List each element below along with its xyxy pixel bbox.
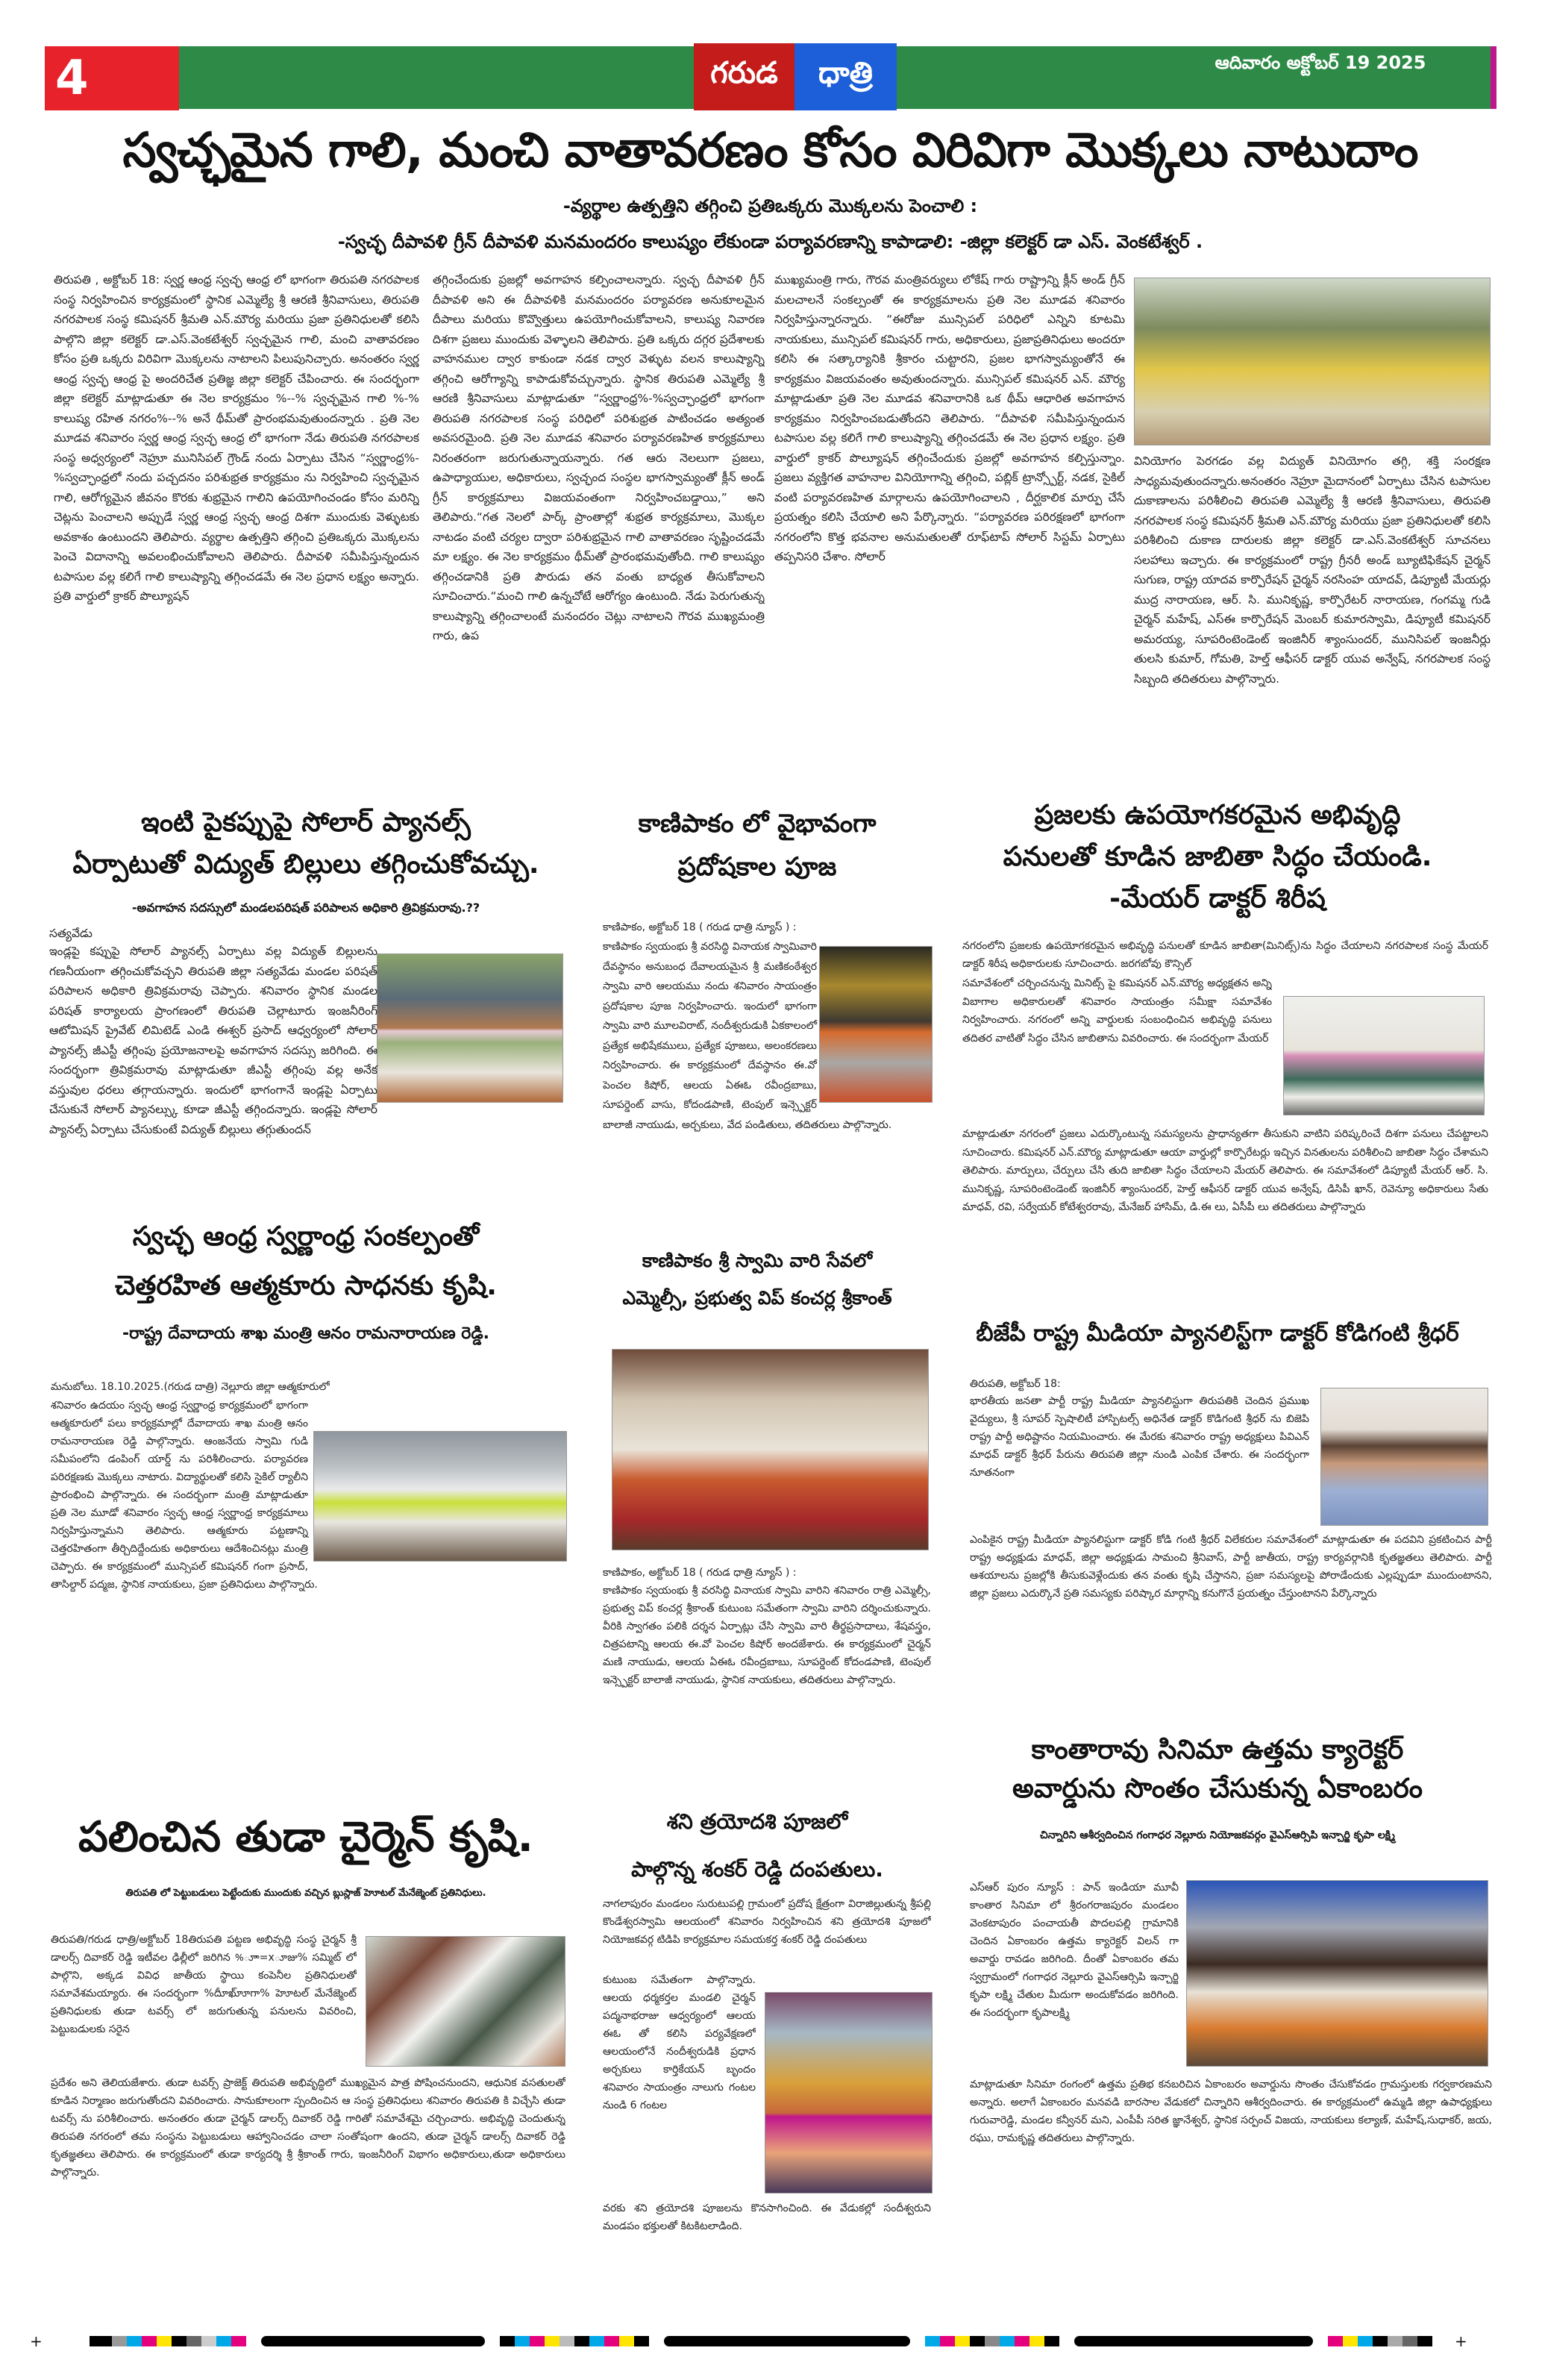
bjp-body: ఎంపికైన రాష్ట్ర మీడియా ప్యానలిస్టుగా డాక్టర్ కోడి గంటి శ్రీధర్ విలేకరుల సమావేశంలో మాట్లాడుతూ ఈ పదవిని ప్రకటించిన పార్టీ రాష్ట్ర అధ్యక్షుడు మాధవ్, జిల్లా అధ్యక్షుడు సామంచి శ్రీనివాస్, పార్టీ జాతీయ, రాష్ట్ర కార్యవర్గానికి కృతజ్ఞతలు తెలిపారు. పార్టీ ఆశయాలను ప్రజల్లోకి తీసుకువెళ్లేందుకు తన వంతు కృషి చేస్తానని, ప్రజా సమస్యలపై పోరాడేందుకు ఎల్లప్పుడూ ముందుంటానని, జిల్లా ప్రజలు ఎదుర్కొనే ప్రతి సమస్యకు పరిష్కార మార్గాన్ని కనుగొనే ప్రయత్నం చేస్తుంటానని పేర్కొన్నారు bbox=[970, 1534, 1492, 1600]
pooja-body bbox=[603, 937, 933, 1221]
kantara-body-side: ఎస్ఆర్ పురం న్యూస్ : పాన్ ఇండియా మూవీ కాంతార సినిమా లో శ్రీరంగరాజపురం మండలం వెంకటాపురం పంచాయతీ పొదలపల్లి గ్రామానికి చెందిన ఏకాంబరం ఉత్తమ క్యారెక్టర్ విలన్ గా అవార్డు రావడం జరిగింది. దీంతో ఏకాంబరం తమ స్వగ్రామంలో గంగాధర నెల్లూరు వైఎస్ఆర్సిపి ఇన్చార్జి కృపా లక్ష్మి చేతుల మీదుగా అందుకోవడం జరిగింది. ఈ సందర్భంగా కృపాలక్ష్మి bbox=[970, 1882, 1179, 2019]
kantara-headline-line-1: కాంతారావు సినిమా ఉత్తమ క్యారెక్టర్ bbox=[1031, 1735, 1404, 1765]
issue-date: ఆదివారం అక్టోబర్ 19 2025 bbox=[1215, 52, 1426, 73]
kantara-subheading: చిన్నారిని ఆశీర్వదించిన గంగాధర నెల్లూరు నియోజకవర్గం వైఎస్ఆర్సిపి ఇన్చార్జి కృపా లక్ష్మి bbox=[1040, 1829, 1395, 1841]
lead-column-1: తిరుపతి , అక్టోబర్ 18: స్వర్ణ ఆంధ్ర స్వచ్ఛ ఆంధ్ర లో భాగంగా తిరుపతి నగరపాలక సంస్థ నిర్వహించిన కార్యక్రమంలో స్థానిక ఎమ్మెల్యే శ్రీ ఆరణి శ్రీనివాసులు, తిరుపతి నగరపాలక సంస్థ కమిషనర్ శ్రీమతి ఎన్.మౌర్య మరియు ప్రజా ప్రతినిధులతో కలిసి పాల్గొని జిల్లా కలెక్టర్ డా.ఎస్.వెంకటేశ్వర్ స్వచ్ఛమైన గాలి, మంచి వాతావరణం కోసం ప్రతి ఒక్కరు విరివిగా మొక్కలను నాటాలని పిలుపునిచ్చారు. అనంతరం స్వర్ణ ఆంధ్ర స్వచ్ఛ ఆంధ్ర పై అందరిచేత ప్రతిజ్ఞ జిల్లా కలెక్టర్ చేపించారు. ఈ సందర్భంగా జిల్లా కలెక్టర్ మాట్లాడుతూ ఈ నెల కార్యక్రమం %--% స్వచ్ఛమైన గాలి %-% కాలుష్య రహిత నగరం%--% అనే థీమ్‌తో ప్రారంభమవుతుందన్నారు . ప్రతి నెల మూడవ శనివారం స్వర్ణ ఆంధ్ర స్వచ్ఛ ఆంధ్ర లో భాగంగా నేడు తిరుపతి నగరపాలక సంస్థ అధ్వర్యంలో నెహ్రూ మునిసిపల్ గ్రౌండ్ నందు ఏర్పాటు చేసిన “స్వర్ణాంధ్ర%-%స్వచ్ఛాంధ్రలో నందు పచ్చదనం పరిశుభ్రత కార్యక్రమం ను నిర్వహించి స్వచ్ఛమైన గాలి, ఆరోగ్యమైన జీవనం కొరకు శుభ్రమైన గాలిని ఉపయోగించండం కోసం మరిన్ని చెట్లను పెంచాలని అప్పుడే స్వర్ణ ఆంధ్ర స్వచ్ఛ ఆంధ్ర దిశగా ముందుకు వెళ్ళుటకు అవకాశం ఉంటుందని తెలిపారు. వ్యర్థాల ఉత్పత్తిని తగ్గించి ప్రతిఒక్కరు మొక్కలను పెంచె విదానాన్ని అవలంభించుకోవాలని తెలిపారు. దీపావళి సమీపిస్తున్నందున టపాసుల వల్ల కలిగే గాలి కాలుష్యాన్ని తగ్గించడమే ఈ నెల ప్రధాన లక్ష్యం అన్నారు. ప్రతి వార్డులో క్రాకర్ పొల్యూషన్ bbox=[54, 273, 419, 603]
kantara-body: మాట్లాడుతూ సినిమా రంగంలో ఉత్తమ ప్రతిభ కనబరిచిన ఏకాంబరం అవార్డును సొంతం చేసుకోవడం గ్రామస్తులకు గర్వకారణమని అన్నారు. అలాగే ఏకాంబరం మనవడి బారసాల వేడుకలో చిన్నారిని ఆశీర్వదించారు. ఈ కార్యక్రమంలో ఉమ్మడి జిల్లా ఉపాధ్యక్షులు గురువారెడ్డి, మండల కన్వీనర్ మని, ఎంపీపీ సరిత జ్ఞానేశ్వర్, స్థానిక సర్పంచ్ విజయ, నాయకులు కల్యాణ్, మహేష్,సుధాకర్, జయ, రఘు, రామకృష్ణ తదితరులు పాల్గొన్నారు. bbox=[970, 2079, 1492, 2144]
kantara-headline-line-2: అవార్డును సొంతం చేసుకున్న ఏకాంబరం bbox=[1012, 1773, 1423, 1804]
solar-headline-line-2: ఏర్పాటుతో విద్యుత్ బిల్లులు తగ్గించుకోవచ్చు. bbox=[72, 849, 539, 880]
srikanth-dateline: కాణిపాకం, అక్టోబర్ 18 ( గరుడ ధాత్రి న్యూస్ ) : bbox=[603, 1567, 797, 1579]
crosshair-icon: + bbox=[1455, 2332, 1467, 2350]
bjp-headline: బీజేపీ రాష్ట్ర మీడియా ప్యానలిస్ట్‌గా డాక్టర్ కోడిగంటి శ్రీధర్ bbox=[976, 1321, 1459, 1347]
mayor-headline bbox=[941, 795, 1494, 920]
page-number: 4 bbox=[45, 46, 179, 110]
mayor-body-side: సమావేశంలో చర్చించనున్న మినిట్స్ పై కమిషనర్ ఎన్.మౌర్య అధ్యక్షతన అన్ని విబాగాల అధికారులతో శనివారం సాయంత్రం సమీక్షా సమావేశం నిర్వహించారు. నగరంలో అన్ని వార్డులకు సంబంధించిన అభివృద్ధి పనులు తదితర వాటితో సిద్ధం చేసిన జాబితాను వివరించారు. ఈ సందర్భంగా మేయర్ bbox=[962, 977, 1272, 1045]
pooja-body-text: కాణిపాకం స్వయంభు శ్రీ వరసిద్ధి వినాయక స్వామివారి దేవస్థానం అనుబంధ దేవాలయమైన శ్రీ మణికంఠేశ్వర స్వామి వారి ఆలయము నందు శనివారం సాయంత్రం ప్రదోషకాల పూజ నిర్వహించారు. ఇందులో భాగంగా స్వామి వారి మూలవిరాట్, నందీశ్వరుడుకి ఏకకాలంలో ప్రత్యేక అభిషేకములు, ప్రత్యేక పూజలు, అలంకరణలు నిర్వహించారు. ఈ కార్యక్రమంలో దేవస్థానం ఈ.వో పెంచల కిషోర్, ఆలయ ఏఈఓ రవీంద్రబాబు, సూపర్డెంట్ వాసు, కోదండపాణి, టెంపుల్ ఇన్స్పెక్టర్ బాలాజీ నాయుడు, అర్చకులు, వేద పండితులు, తదితరులు పాల్గొన్నారు. bbox=[603, 941, 892, 1131]
float-spacer bbox=[308, 1397, 565, 1565]
lead-column-3: ముఖ్యమంత్రి గారు, గౌరవ మంత్రివర్యులు లోకేష్ గారు రాష్ట్రాన్ని క్లీన్ అండ్ గ్రీన్ మలచాలనే సంకల్పంతో ఈ కార్యక్రమాలను ప్రతి నెల మూడవ శనివారం నిర్వహిస్తున్నారన్నారు. “ఈరోజు మున్సిపల్ పరిధిలో ఎన్నిని కూటమి నాయకులు, మున్సిపల్ కమిషనర్ గారు, అధికారులు, ప్రజాప్రతినిధులు అందరూ కలిసి ఈ సత్కార్యానికి శ్రీకారం చుట్టారని, ప్రజల భాగస్వామ్యంతోనే ఈ కార్యక్రమం విజయవంతం అవుతుందన్నారు. మున్సిపల్ కమిషనర్ ఎన్. మౌర్య మాట్లాడుతూ ప్రతి నెల మూడవ శనివారానికి ఒక థీమ్ ఆధారిత అవగాహన కార్యక్రమం నిర్వహించబడుతోందని తెలిపారు. “దీపావళి సమీపిస్తున్నందున టపాసుల వల్ల కలిగే గాలి కాలుష్యాన్ని తగ్గించడమే ఈ నెల ప్రధాన లక్ష్యం. ప్రతి వార్డులో క్రాకర్ పొల్యూషన్ తగ్గించేందుకు ప్రజల్లో అవగాహన కల్పిస్తున్నాం. ప్రజలు వ్యక్తిగత వాహనాల వినియోగాన్ని తగ్గించి, పబ్లిక్ ట్రాన్స్పోర్ట్, నడక, సైకిల్ వంటి పర్యావరణహిత మార్గాలను ఉపయోగించాలని , దీర్ఘకాలిక మార్పు చేసే ప్రయత్నం కలిసి చేయాలి అని పేర్కొన్నారు. “పర్యావరణ పరిరక్షణలో భాగంగా నగరంలోని కొత్త భవనాల అనుమతులతో రూఫ్‌టాప్ సోలార్ సిస్టమ్ ఏర్పాటు తప్పనిసరి చేశాం. సోలార్ bbox=[774, 273, 1125, 563]
solar-dateline: సత్యవేడు bbox=[49, 927, 93, 940]
atmakur-headline-line-1: స్వచ్ఛ ఆంధ్ర స్వర్ణాంధ్ర సంకల్పంతో bbox=[132, 1221, 480, 1252]
lead-column-4: వినియోగం పెరగడం వల్ల విద్యుత్ వినియోగం తగ్గి, శక్తి సంరక్షణ సాధ్యమవుతుందన్నారు.అనంతరం నెహ్రూ మైదానంలో ఏర్పాటు చేసిన టపాసుల దుకాణాలను పరిశీలించి తిరుపతి ఎమ్మెల్యే శ్రీ ఆరణి శ్రీనివాసులు, తిరుపతి నగరపాలక సంస్థ కమిషనర్ శ్రీమతి ఎన్.మౌర్య మరియు ప్రజా ప్రతినిధులతో కలిసి పరిశీలించి దుకాణ దారులకు జిల్లా కలెక్టర్ డా.ఎస్.వెంకటేశ్వర్ సూచనలు సలహాలు ఇచ్చారు. ఈ కార్యక్రమంలో రాష్ట్ర గ్రీనరీ అండ్ బ్యూటిఫికేషన్ చైర్మన్ సుగుణ, రాష్ట్ర యాదవ కార్పొరేషన్ చైర్మన్ నరసింహ యాదవ్, డిప్యూటీ మేయర్లు ముద్ర నారాయణ, ఆర్. సి. మునికృష్ణ, కార్పొరేటర్ నారాయణ, గంగమ్మ గుడి చైర్మన్ మహేష్, ఎస్ఈ కార్పొరేషన్ మెంబర్ కుమారస్వామి, డిప్యూటీ కమిషనర్ అమరయ్య, సూపరింటెండెంట్ ఇంజినీర్ శ్యాంసుందర్, మునిసిపల్ ఇంజనీర్లు తులసి కుమార్, గోమతి, హెల్త్ ఆఫీసర్ డాక్టర్ యువ అన్వేష్, నగరపాలక సంస్థ సిబ్బంది తదితరులు పాల్గొన్నారు. bbox=[1134, 454, 1491, 686]
masthead-accent bbox=[1491, 46, 1496, 109]
lead-headline: స్వచ్ఛమైన గాలి, మంచి వాతావరణం కోసం విరివిగా మొక్కలు నాటుదాం bbox=[122, 123, 1418, 178]
solar-subheading: -అవగాహన సదస్సులో మండలపరిషత్ పరిపాలన అధికారి త్రివిక్రమరావు.?? bbox=[131, 901, 480, 915]
shani-body-top: నాగలాపురం మండలం సురుటుపల్లి గ్రామంలో ప్రదోష క్షేత్రంగా విరాజిల్లుతున్న శ్రీపల్లి కొండేశ్వరస్వామి ఆలయంలో శనివారం నిర్వహించిన శని త్రయోదశి పూజలో నియోజకవర్గ టిడిపి కార్యక్రమాల సమయకర్త శంకర్ రెడ్డి దంపతులు bbox=[603, 1898, 931, 1946]
solar-headline bbox=[45, 802, 567, 886]
tuda-headline: పలించిన తుడా చైర్మెన్ కృషి. bbox=[78, 1813, 533, 1861]
tuda-body: ప్రదేశం అని తెలియజేశారు. తుడా టవర్స్ ప్రాజెక్ట్ తిరుపతి అభివృద్ధిలో ముఖ్యమైన పాత్ర పోషించనుందని, ఆధునిక వసతులతో కూడిన నిర్మాణం జరుగుతోందని వివరించారు. సానుకూలంగా స్పందించిన ఆ సంస్థ ప్రతినిధులు శనివారం తిరుపతి కి విచ్చేసి తుడా టవర్స్ ను పరిశీలించారు. అనంతరం తుడా చైర్మన్ డాలర్స్ దివాకర్ రెడ్డి గారితో సమావేశమై చర్చించారు. అభివృద్ధి చెందుతున్న తిరుపతి నగరంలో తమ సంస్థను పెట్టుబడులు ఆహ్వానించడం చాలా సంతోషంగా ఉందని, తుడా చైర్మన్ డాలర్స్ దివాకర్ రెడ్డి కృతజ్ఞతలు తెలిపారు. ఈ కార్యక్రమంలో తుడా కార్యదర్శి శ్రీ శ్రీకాంత్ గారు, ఇంజనీరింగ్ విభాగం అధికారులు,తుడా అధికారులు పాల్గొన్నారు. bbox=[51, 2077, 565, 2179]
tuda-meeting-photo bbox=[366, 1936, 565, 2067]
print-registration-strip bbox=[30, 2334, 1514, 2349]
srikanth-headline-line-1: కాణిపాకం శ్రీ స్వామి వారి సేవలో bbox=[642, 1250, 873, 1271]
lead-subheading-2: -స్వచ్ఛ దీపావళి గ్రీన్ దీపావళి మనమందరం కాలుష్యం లేకుండా పర్యావరణాన్ని కాపాడాలి: -జిల్లా కలెక్టర్ డా ఎస్. వెంకటేశ్వర్ . bbox=[337, 231, 1203, 252]
mayor-body-top: నగరంలోని ప్రజలకు ఉపయోగకరమైన అభివృద్ధి పనులతో కూడిన జాబితా(మినిట్స్)ను సిద్ధం చేయాలని నగరపాలక సంస్థ మేయర్ డాక్టర్ శిరీష అధికారులకు సూచించారు. జరగబోవు కౌన్సిల్ bbox=[962, 940, 1488, 970]
kantara-award-photo bbox=[1186, 1880, 1488, 2067]
kantara-headline bbox=[941, 1731, 1494, 1809]
mayor-headline-line-2: పనులతో కూడిన జాబితా సిద్ధం చేయండి. bbox=[1003, 842, 1432, 872]
bjp-body-side: భారతీయ జనతా పార్టీ రాష్ట్ర మీడియా ప్యానలిస్టుగా తిరుపతికి చెందిన ప్రముఖ వైద్యులు, శ్రీ సూపర్ స్పెషాలిటీ హాస్పిటల్స్ అధినేత డాక్టర్ కొడిగంటి శ్రీధర్ ను బిజెపి రాష్ట్ర పార్టీ అధిష్టానం నియమించారు. ఈ మేరకు శనివారం రాష్ట్ర అధ్యక్షులు పివిఎన్ మాధవ్ డాక్టర్ శ్రీధర్ పేరును తిరుపతి జిల్లా నుండి ఎంపిక చేశారు. ఈ సందర్భంగా నూతనంగా bbox=[970, 1395, 1309, 1479]
shani-headline-line-1: శని త్రయోదశి పూజలో bbox=[666, 1809, 848, 1834]
lead-subheading-1: -వ్యర్థాల ఉత్పత్తిని తగ్గించి ప్రతిఒక్కరు మొక్కలను పెంచాలి : bbox=[562, 195, 978, 216]
bjp-portrait-photo bbox=[1320, 1388, 1488, 1526]
mayor-headline-line-3: -మేయర్ డాక్టర్ శిరీష bbox=[1109, 883, 1326, 914]
pooja-headline bbox=[582, 802, 933, 889]
solar-body bbox=[49, 942, 564, 1206]
shani-pooja-photo bbox=[765, 1992, 933, 2193]
shani-body-side: కుటుంబ సమేతంగా పాల్గొన్నారు. ఆలయ ధర్మకర్తల మండలి చైర్మన్ పద్మనాభరాజు ఆధ్వర్యంలో ఆలయ ఈఓ తో కలిసి పర్యవేక్షణలో ఆలయంలోనే నందీశ్వరుడికి ప్రధాన అర్చకులు కార్తికేయన్ బృందం శనివారం సాయంత్రం నాలుగు గంటల నుండి 6 గంటల bbox=[603, 1974, 756, 2111]
lead-column-2: తగ్గించేందుకు ప్రజల్లో అవగాహన కల్పించాలన్నారు. స్వచ్ఛ దీపావళి గ్రీన్ దీపావళి అని ఈ దీపావళికి మనమందరం పర్యావరణ అనుకూలమైన దీపాలు మరియు కొవ్వొత్తులు ఉపయోగించుకోవాలని, కాలుష్య నివారణ దిశగా ప్రజలు ముందుకు వెళ్ళాలని తెలిపారు. ప్రతి ఒక్కరు దగ్గర ప్రదేశాలకు వాహనముల ద్వార కాకుండా నడక ద్వార వెళ్ళుట వలన కాలుష్యాన్ని తగ్గించి ఆరోగ్యాన్ని కాపాడుకోవచ్చున్నారు. స్థానిక తిరుపతి ఎమ్మెల్యే శ్రీ ఆరణి శ్రీనివాసులు మాట్లాడుతూ “స్వర్ణాంధ్ర%-%స్వచ్ఛాంధ్రలో భాగంగా తిరుపతి నగరపాలక సంస్థ పరిధిలో పరిశుభ్రత పాటించడం అత్యంత అవసరమైంది. ప్రతి నెల మూడవ శనివారం పర్యావరణహిత కార్యక్రమాలు నిరంతరంగా జరుగుతున్నాయన్నారు. గత ఆరు నెలలుగా ప్రజలు, ఉపాధ్యాయుల, అధికారులు, స్వచ్ఛంద సంస్థల భాగస్వామ్యంతో క్లీన్ అండ్ గ్రీన్ కార్యక్రమాలు విజయవంతంగా నిర్వహించబడ్డాయి,” అని తెలిపారు.“గత నెలలో పార్క్ ప్రాంతాల్లో శుభ్రత కార్యక్రమాలు, మొక్కల నాటడం వంటి చర్యల ద్వారా పరిశుభ్రమైన గాలి వాతావరణం సృష్టించడమే మా లక్ష్యం. ఈ నెల కార్యక్రమం థీమ్‌తో ప్రారంభమవుతోంది. గాలి కాలుష్యం తగ్గించడానికి ప్రతి పౌరుడు తన వంతు బాధ్యత తీసుకోవాలని సూచించారు.“మంచి గాలి ఉన్నచోటే ఆరోగ్యం ఉంటుంది. నేడు పెరుగుతున్న కాలుష్యాన్ని తగ్గించాలంటే మనందరం చెట్లు నాటాలని గౌరవ ముఖ్యమంత్రి గారు, ఉప bbox=[433, 273, 765, 642]
solar-headline-line-1: ఇంటి పైకప్పుపై సోలార్ ప్యానల్స్ bbox=[141, 807, 471, 838]
logo-right: ధాత్రి bbox=[794, 43, 897, 110]
tuda-body-side: తిరుపతి/గరుడ ధాత్రి/అక్టోబర్ 18తిరుపతి పట్టణ అభివృద్ధి సంస్థ చైర్మన్ శ్రీ డాలర్స్ దివాకర్ రెడ్డి ఇటీవల ఢిల్లీలో జరిగిన %ూా=xూజు% సమ్మిట్ లో పాల్గొని, అక్కడ వివిధ జాతీయ స్థాయి కంపెనీల ప్రతినిధులతో సమావేశమయ్యారు. ఈ సందర్భంగా %దీూఖూూ్గా% హెూటల్ మేనేజ్మెంట్ ప్రతినిధులకు తుడా టవర్స్ లో జరుగుతున్న పనులను వివరించి, పెట్టుబడులకు సరైన bbox=[51, 1934, 357, 2035]
shani-headline bbox=[582, 1798, 933, 1894]
mayor-body-bottom: మాట్లాడుతూ నగరంలో ప్రజలు ఎదుర్కొంటున్న సమస్యలను ప్రాధాన్యతగా తీసుకుని వాటిని పరిష్కరించే దిశగా పనులు చేపట్టాలని సూచించారు. కమిషనర్ ఎన్.మౌర్య మాట్లాడుతూ ఆయా వార్డుల్లో కార్పొరేటర్లు ఇచ్చిన వినతులను పరిశీలించి జాబితా సిద్ధం చేశామని తెలిపారు. మార్పులు, చేర్పులు చేసి తుది జాబితా సిద్ధం చేయాలని మేయర్ తెలిపారు. ఈ సమావేశంలో డిప్యూటీ మేయర్ ఆర్. సి. మునికృష్ణ, సూపరింటెండెంట్ ఇంజినీర్ శ్యాంసుందర్, హెల్త్ ఆఫీసర్ డాక్టర్ యువ అన్వేష్, డిసిపీ ఖాన్, రెవెన్యూ అధికారులు సేతు మాధవ్, రవి, సర్వేయర్ కోటేశ్వరరావు, మేనేజర్ హాసిమ్, డి.ఈ లు, ఏసీపీ లు తదితరులు పాల్గొన్నారు bbox=[962, 1128, 1488, 1213]
float-spacer bbox=[817, 937, 933, 1105]
shani-headline-line-2: పాల్గొన్న శంకర్ రెడ్డి దంపతులు. bbox=[631, 1857, 883, 1882]
crosshair-icon: + bbox=[30, 2332, 43, 2350]
atmakur-body bbox=[51, 1397, 565, 1788]
tuda-subheading: తిరుపతి లో పెట్టుబడులు పెట్టేందుకు ముందుకు వచ్చిన బ్లుస్లాజ్ హెూటల్ మేనేజ్మెంట్ ప్రతినిధులు. bbox=[125, 1888, 486, 1899]
logo-left: గరుడ bbox=[694, 43, 794, 110]
mayor-meeting-photo bbox=[1283, 996, 1485, 1115]
srikanth-headline-line-2: ఎమ్మెల్సీ, ప్రభుత్వ విప్ కంచర్ల శ్రీకాంత్ bbox=[622, 1287, 892, 1309]
newspaper-logo bbox=[694, 43, 897, 110]
atmakur-headline bbox=[45, 1212, 567, 1311]
atmakur-headline-line-2: చెత్తరహిత ఆత్మకూరు సాధనకు కృషి. bbox=[114, 1271, 497, 1301]
shani-body-bottom: వరకు శని త్రయోదశి పూజలను కొనసాగించింది. ఈ వేడుకల్లో సందీశ్వరుని మండపం భక్తులతో కిటకిటలాడింది. bbox=[603, 2202, 931, 2232]
atmakur-body-text: శనివారం ఉదయం స్వచ్ఛ ఆంధ్ర స్వర్ణాంధ్ర కార్యక్రమంలో భాగంగా ఆత్మకూరులో పలు కార్యక్రమాల్లో దేవాదాయ శాఖ మంత్రి ఆనం రామనారాయణ రెడ్డి పాల్గొన్నారు. ఆంజనేయ స్వామి గుడి సమీపంలోని డంపింగ్ యార్డ్ ను పరిశీలించారు. పర్యావరణ పరిరక్షణకు మొక్కలు నాటారు. విద్యార్థులతో కలిసి సైకిల్ ర్యాలీని ప్రారంభించి పాల్గొన్నారు. ఈ సందర్భంగా మంత్రి మాట్లాడుతూ ప్రతి నెల మూడో శనివారం స్వచ్ఛ ఆంధ్ర స్వర్ణాంధ్ర కార్యక్రమాలు నిర్వహిస్తున్నామని తెలిపారు. ఆత్మకూరు పట్టణాన్ని చెత్తరహితంగా తీర్చిదిద్దేందుకు అధికారులు ఆదేశించినట్లు మంత్రి చెప్పారు. ఈ కార్యక్రమంలో మున్సిపల్ కమిషనర్ గంగా ప్రసాద్, తాసిల్దార్ పద్మజ, స్థానిక నాయకులు, ప్రజా ప్రతినిధులు పాల్గొన్నారు. bbox=[51, 1400, 318, 1591]
srikanth-headline bbox=[582, 1242, 933, 1317]
lead-photo-tree-planting bbox=[1134, 278, 1491, 445]
srikanth-body: కాణిపాకం స్వయంభు శ్రీ వరసిద్ధి వినాయక స్వామి వారిని శనివారం రాత్రి ఎమ్మెల్సీ, ప్రభుత్వ విప్ కంచర్ల శ్రీకాంత్ కుటుంబ సమేతంగా స్వామి వారిని దర్శించుకున్నారు. వీరికి స్వాగతం పలికి దర్శన ఏర్పాట్లు చేసి స్వామి వారి తీర్థప్రసాదాలు, శేషవస్త్రం, చిత్రపటాన్ని ఆలయ ఈ.వో పెంచల కిషోర్ అందజేశారు. ఈ కార్యక్రమంలో చైర్మన్ మణి నాయుడు, ఆలయ ఏఈఓ రవీంద్రబాబు, సూపర్డెంట్ కోదండపాణి, టెంపుల్ ఇన్స్పెక్టర్ బాలాజీ నాయుడు, స్థానిక నాయకులు, తదితరులు పాల్గొన్నారు. bbox=[603, 1585, 931, 1686]
pooja-headline-line-1: కాణిపాకం లో వైభావంగా bbox=[638, 809, 877, 839]
float-spacer bbox=[377, 942, 564, 1102]
pooja-dateline: కాణిపాకం, అక్టోబర్ 18 ( గరుడ ధాత్రి న్యూస్ ) : bbox=[603, 921, 797, 933]
atmakur-subheading: -రాష్ట్ర దేవాదాయ శాఖ మంత్రి ఆనం రామనారాయణ రెడ్డి. bbox=[122, 1324, 489, 1343]
atmakur-dateline: మనుబోలు. 18.10.2025.(గరుడ దాత్రి) నెల్లూరు జిల్లా ఆత్మకూరులో bbox=[51, 1381, 330, 1393]
mayor-headline-line-1: ప్రజలకు ఉపయోగకరమైన అభివృద్ధి bbox=[1034, 800, 1401, 830]
srikanth-temple-photo bbox=[612, 1349, 929, 1550]
solar-body-text: ఇండ్లపై కప్పుపై సోలార్ ప్యానల్స్ ఏర్పాటు వల్ల విద్యుత్ బిల్లులను గణనీయంగా తగ్గించుకోవచ్చని తిరుపతి జిల్లా సత్యవేడు మండల పరిషత్ పరిపాలన అధికారి త్రివిక్రమరావు చెప్పారు. శనివారం స్థానిక మండల పరిషత్ కార్యాలయ ప్రాంగణంలో తిరుపతి చెల్లాటూరు ఇంజనీరింగ్ ఆటోమిషన్ ప్రైవేట్ లిమిటెడ్ ఎండి ఈశ్వర్ ప్రసాద్ ఆధ్వర్యంలో సోలార్ ప్యానల్స్ జీఎస్టీ తగ్గింపు ప్రయోజనాలపై అవగాహన సదస్సు జరిగింది. ఈ సందర్భంగా త్రివిక్రమరావు మాట్లాడుతూ జీఎస్టీ తగ్గింపు వల్ల అనేక వస్తువుల ధరలు తగ్గాయన్నారు. ఇందులో భాగంగానే ఇండ్లపై ఏర్పాటు చేసుకునే సోలార్ ప్యానల్స్కు కూడా జీఎస్టీ తగ్గిందన్నారు. ఇండ్లపై సోలార్ ప్యానల్స్ ఏర్పాటు చేసుకుంటే విద్యుత్ బిల్లులు తగ్గుతుందన్ bbox=[49, 945, 377, 1136]
bjp-dateline: తిరుపతి, అక్టోబర్ 18: bbox=[970, 1378, 1061, 1390]
pooja-headline-line-2: ప్రదోషకాల పూజ bbox=[677, 852, 837, 882]
